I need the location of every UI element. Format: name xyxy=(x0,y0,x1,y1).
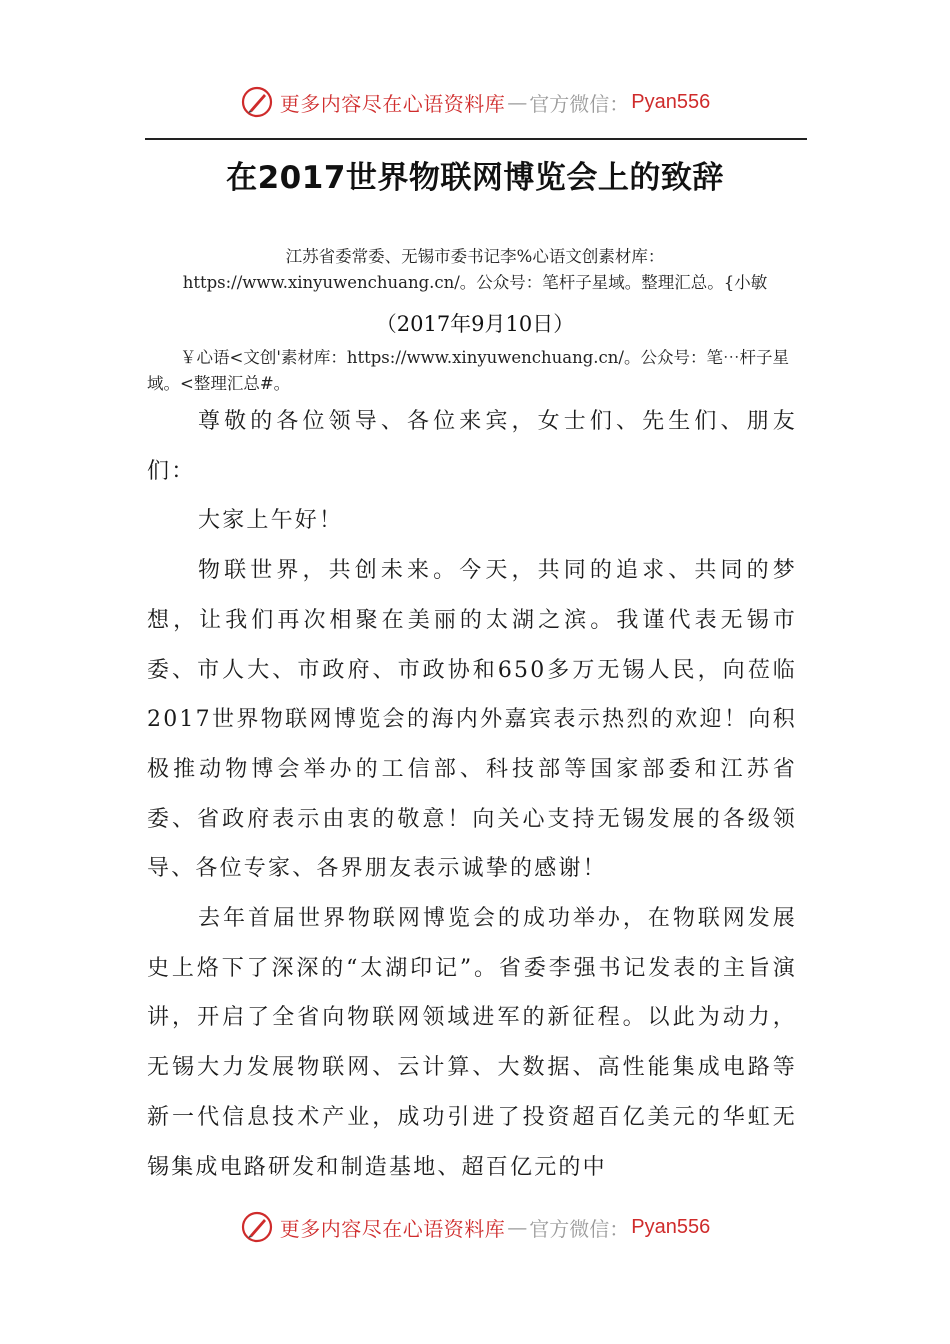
paragraph-greeting: 尊敬的各位领导、各位来宾，女士们、先生们、朋友们： xyxy=(147,409,797,484)
banner-dash: — xyxy=(507,1215,528,1239)
banner-slogan: 更多内容尽在心语资料库 xyxy=(279,91,506,116)
paragraph-good-morning: 大家上午好！ xyxy=(198,508,344,534)
banner-official-label: 官方微信： xyxy=(529,1216,630,1241)
paragraph-review: 去年首届世界物联网博览会的成功举办，在物联网发展史上烙下了深深的“太湖印记”。省委李强书记发表的主旨演讲，开启了全省向物联网领域进军的新征程。以此为动力，无锡大力发展物联网、云计算、大数据、高性能集成电路等新一代信息技术产业，成功引进了投资超百亿美元的华虹无锡集成电路研发和制造基地、超百亿元的中 xyxy=(147,906,797,1180)
author-line: 江苏省委常委、无锡市委书记李%心语文创素材库：https://www.xinyuwenchuang.cn/。公众号：笔杆子星域。整理汇总。{小敏 xyxy=(182,247,768,292)
header-banner xyxy=(0,80,950,124)
banner-dash: — xyxy=(507,90,528,114)
header-divider xyxy=(145,138,807,140)
speech-body xyxy=(147,397,797,1192)
paragraph-welcome: 物联世界，共创未来。今天，共同的追求、共同的梦想，让我们再次相聚在美丽的太湖之滨。我谨代表无锡市委、市人大、市政府、市政协和650多万无锡人民，向莅临2017世界物联网博览会的海内外嘉宾表示热烈的欢迎！向积极推动物博会举办的工信部、科技部等国家部委和江苏省委、省政府表示由衷的敬意！向关心支持无锡发展的各级领导、各位专家、各界朋友表示诚挚的感谢！ xyxy=(147,558,797,882)
banner-wechat-id: Pyan556 xyxy=(631,90,711,113)
banner-slogan: 更多内容尽在心语资料库 xyxy=(279,1216,506,1241)
banner-official-label: 官方微信： xyxy=(529,91,630,116)
source-note: ￥心语<文创'素材库：https://www.xinyuwenchuang.cn/。公众号：笔⋯杆子星域。<整理汇总#。 xyxy=(147,348,789,393)
speech-date: （2017年9月10日） xyxy=(375,312,575,336)
banner-wechat-id: Pyan556 xyxy=(631,1215,711,1238)
pen-circle-logo-icon xyxy=(240,1210,274,1244)
footer-banner xyxy=(0,1205,950,1249)
document-title: 在2017世界物联网博览会上的致辞 xyxy=(226,160,724,196)
pen-circle-logo-icon xyxy=(240,85,274,119)
